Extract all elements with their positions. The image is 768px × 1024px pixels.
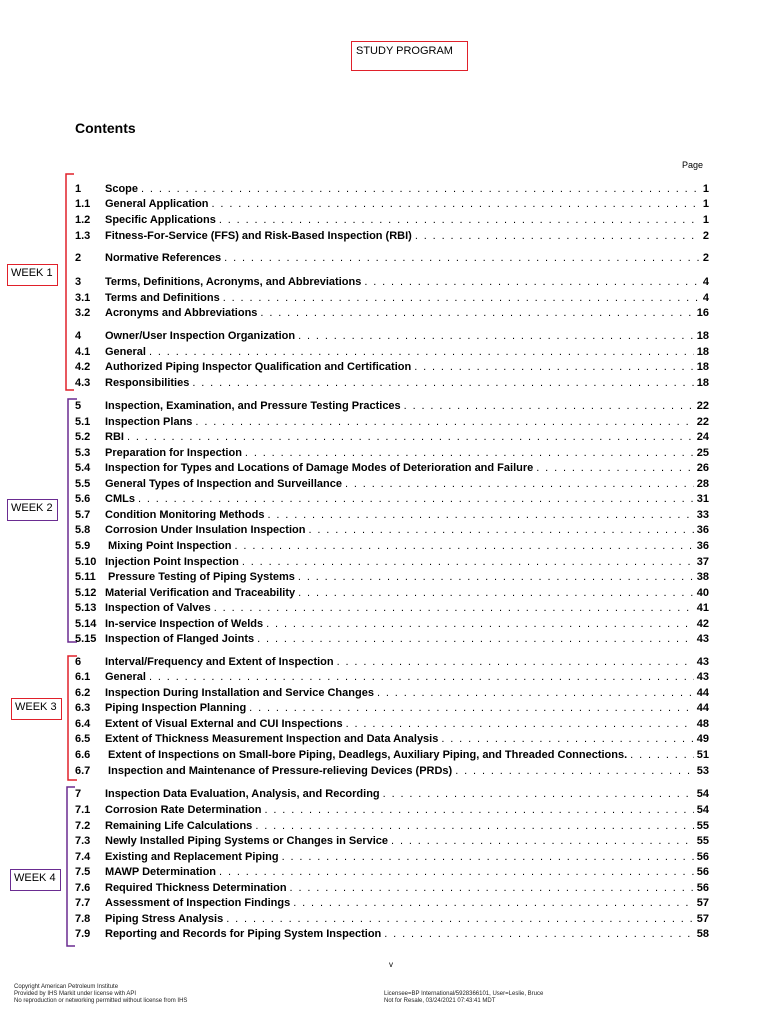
toc-entry[interactable] — [75, 749, 709, 764]
toc-entry[interactable] — [75, 198, 709, 213]
toc-page-number: 54 — [696, 788, 709, 800]
toc-section-title: Corrosion Rate Determination — [105, 804, 262, 816]
toc-leader-dots — [255, 820, 693, 832]
toc-section-title: RBI — [105, 431, 124, 443]
toc-section-number: 5.9 — [75, 540, 91, 552]
week1-label: WEEK 1 — [7, 264, 58, 286]
toc-section-title: MAWP Determination — [105, 866, 217, 878]
toc-page-number: 16 — [696, 307, 709, 319]
toc-leader-dots — [337, 656, 694, 668]
toc-section-title: Extent of Thickness Measurement Inspection and Data Analysis — [105, 733, 439, 745]
toc-page-number: 36 — [696, 540, 709, 552]
toc-section-title: Inspection, Examination, and Pressure Testing Practices — [105, 400, 401, 412]
toc-page-number: 42 — [696, 618, 709, 630]
toc-section-number: 5.12 — [75, 587, 97, 599]
toc-page-number: 31 — [696, 493, 709, 505]
toc-page-number: 22 — [696, 400, 709, 412]
toc-entry[interactable] — [75, 733, 709, 748]
toc-entry[interactable] — [75, 718, 709, 733]
toc-leader-dots — [293, 897, 694, 909]
toc-leader-dots — [224, 252, 700, 264]
toc-section-number: 5.11 — [75, 571, 96, 583]
toc-entry[interactable] — [75, 361, 709, 376]
toc-page-number: 40 — [696, 587, 709, 599]
toc-leader-dots — [630, 749, 694, 761]
toc-section-number: 7.2 — [75, 820, 91, 832]
toc-page-number: 43 — [696, 671, 709, 683]
toc-page-number: 2 — [702, 230, 709, 242]
toc-entry[interactable] — [75, 540, 709, 555]
week4-bracket — [67, 787, 75, 946]
toc-section-number: 7.8 — [75, 913, 91, 925]
toc-leader-dots — [282, 851, 694, 863]
toc-leader-dots — [260, 307, 693, 319]
toc-section-number: 5.1 — [75, 416, 91, 428]
toc-leader-dots — [414, 361, 694, 373]
toc-section-number: 1.1 — [75, 198, 91, 210]
toc-entry[interactable] — [75, 230, 709, 245]
toc-section-number: 7 — [75, 788, 82, 800]
toc-section-number: 5.14 — [75, 618, 97, 630]
toc-entry[interactable] — [75, 330, 709, 345]
toc-entry[interactable] — [75, 633, 709, 648]
toc-entry[interactable] — [75, 835, 709, 850]
toc-leader-dots — [346, 718, 694, 730]
toc-page-number: 49 — [696, 733, 709, 745]
toc-leader-dots — [298, 587, 694, 599]
toc-entry[interactable] — [75, 252, 709, 267]
toc-section-number: 6.4 — [75, 718, 91, 730]
toc-section-number: 5.4 — [75, 462, 91, 474]
toc-section-title: Inspection and Maintenance of Pressure-relieving Devices (PRDs) — [105, 765, 453, 777]
toc-entry[interactable] — [75, 214, 709, 229]
toc-entry[interactable] — [75, 687, 709, 702]
toc-leader-dots — [266, 618, 694, 630]
toc-page-number: 26 — [696, 462, 709, 474]
toc-entry[interactable] — [75, 346, 709, 361]
toc-entry[interactable] — [75, 377, 709, 392]
toc-leader-dots — [383, 788, 694, 800]
toc-section-title: In-service Inspection of Welds — [105, 618, 264, 630]
toc-page-number: 48 — [696, 718, 709, 730]
toc-page-number: 44 — [696, 702, 709, 714]
toc-section-number: 1.3 — [75, 230, 91, 242]
toc-leader-dots — [345, 478, 694, 490]
toc-section-title: Acronyms and Abbreviations — [105, 307, 258, 319]
toc-leader-dots — [308, 524, 693, 536]
toc-section-number: 6.1 — [75, 671, 91, 683]
toc-entry[interactable] — [75, 913, 709, 928]
toc-leader-dots — [149, 671, 694, 683]
toc-section-title: Remaining Life Calculations — [105, 820, 253, 832]
toc-section-number: 7.4 — [75, 851, 91, 863]
toc-page-number: 4 — [702, 276, 709, 288]
toc-section-title: Scope — [105, 183, 139, 195]
toc-page-number: 36 — [696, 524, 709, 536]
toc-leader-dots — [455, 765, 694, 777]
toc-leader-dots — [195, 416, 693, 428]
toc-section-number: 5.7 — [75, 509, 91, 521]
toc-entry[interactable] — [75, 524, 709, 539]
toc-section-title: Required Thickness Determination — [105, 882, 287, 894]
toc-page-number: 41 — [696, 602, 709, 614]
toc-entry[interactable] — [75, 276, 709, 291]
toc-section-title: CMLs — [105, 493, 135, 505]
toc-section-number: 4 — [75, 330, 82, 342]
toc-section-number: 3 — [75, 276, 82, 288]
toc-leader-dots — [298, 330, 694, 342]
toc-page-number: 57 — [696, 897, 709, 909]
toc-section-number: 6.2 — [75, 687, 91, 699]
toc-section-title: Terms and Definitions — [105, 292, 220, 304]
toc-entry[interactable] — [75, 897, 709, 912]
toc-section-number: 7.1 — [75, 804, 91, 816]
toc-entry[interactable] — [75, 183, 709, 198]
toc-section-title: Injection Point Inspection — [105, 556, 239, 568]
toc-page-number: 57 — [696, 913, 709, 925]
footer-license — [384, 991, 543, 1005]
toc-entry[interactable] — [75, 702, 709, 717]
toc-section-number: 6.6 — [75, 749, 91, 761]
toc-entry[interactable] — [75, 587, 709, 602]
toc-page-number: 43 — [696, 633, 709, 645]
toc-leader-dots — [242, 556, 694, 568]
toc-leader-dots — [391, 835, 694, 847]
toc-page-number: 33 — [696, 509, 709, 521]
toc-entry[interactable] — [75, 618, 709, 633]
toc-section-number: 5.5 — [75, 478, 91, 490]
toc-section-number: 2 — [75, 252, 82, 264]
toc-page-number: 1 — [702, 214, 709, 226]
toc-leader-dots — [192, 377, 693, 389]
toc-section-number: 7.3 — [75, 835, 91, 847]
toc-section-number: 5.13 — [75, 602, 97, 614]
toc-page-number: 43 — [696, 656, 709, 668]
toc-section-title: Terms, Definitions, Acronyms, and Abbreviations — [105, 276, 362, 288]
week4-label: WEEK 4 — [10, 869, 61, 891]
toc-page-number: 4 — [702, 292, 709, 304]
toc-entry[interactable] — [75, 820, 709, 835]
toc-leader-dots — [235, 540, 694, 552]
toc-entry[interactable] — [75, 400, 709, 415]
toc-section-title: Inspection of Flanged Joints — [105, 633, 255, 645]
toc-section-number: 1 — [75, 183, 82, 195]
toc-entry[interactable] — [75, 307, 709, 322]
toc-entry[interactable] — [75, 866, 709, 881]
toc-section-number: 7.6 — [75, 882, 91, 894]
toc-section-number: 5.6 — [75, 493, 91, 505]
toc-leader-dots — [298, 571, 694, 583]
toc-section-number: 1.2 — [75, 214, 91, 226]
toc-leader-dots — [384, 928, 693, 940]
toc-section-number: 5.8 — [75, 524, 91, 536]
toc-page-number: 54 — [696, 804, 709, 816]
toc-entry[interactable] — [75, 462, 709, 477]
toc-leader-dots — [141, 183, 700, 195]
toc-entry[interactable] — [75, 882, 709, 897]
toc-leader-dots — [138, 493, 694, 505]
toc-page-number: 53 — [696, 765, 709, 777]
week2-label: WEEK 2 — [7, 499, 58, 521]
toc-page-number: 55 — [696, 835, 709, 847]
toc-section-title: Responsibilities — [105, 377, 190, 389]
toc-leader-dots — [214, 602, 694, 614]
toc-section-title: General Types of Inspection and Surveillance — [105, 478, 342, 490]
toc-leader-dots — [257, 633, 694, 645]
toc-section-title: Reporting and Records for Piping System Inspection — [105, 928, 382, 940]
toc-page-number: 1 — [702, 198, 709, 210]
toc-section-title: Extent of Visual External and CUI Inspections — [105, 718, 343, 730]
toc-entry[interactable] — [75, 556, 709, 571]
week3-label: WEEK 3 — [11, 698, 62, 720]
page-column-label: Page — [682, 160, 704, 170]
toc-section-title: Piping Stress Analysis — [105, 913, 224, 925]
toc-section-number: 5.2 — [75, 431, 91, 443]
toc-page-number: 44 — [696, 687, 709, 699]
footer-left-line: Copyright American Petroleum Institute — [14, 984, 119, 990]
toc-section-number: 7.5 — [75, 866, 91, 878]
toc-entry[interactable] — [75, 571, 709, 586]
toc-leader-dots — [212, 198, 700, 210]
footer-left-line: No reproduction or networking permitted without license from IHS — [14, 998, 188, 1004]
toc-page-number: 2 — [702, 252, 709, 264]
toc-leader-dots — [226, 913, 694, 925]
week1-bracket — [66, 174, 74, 390]
toc-section-number: 6.7 — [75, 765, 91, 777]
toc-entry[interactable] — [75, 416, 709, 431]
toc-entry[interactable] — [75, 851, 709, 866]
toc-leader-dots — [404, 400, 694, 412]
toc-entry[interactable] — [75, 656, 709, 671]
toc-entry[interactable] — [75, 431, 709, 446]
toc-section-title: Material Verification and Traceability — [105, 587, 296, 599]
toc-entry[interactable] — [75, 292, 709, 307]
toc-leader-dots — [290, 882, 694, 894]
toc-section-number: 5.15 — [75, 633, 97, 645]
toc-section-title: Newly Installed Piping Systems or Changes in Service — [105, 835, 389, 847]
toc-page-number: 24 — [696, 431, 709, 443]
toc-section-title: Authorized Piping Inspector Qualification and Certification — [105, 361, 412, 373]
toc-page-number: 18 — [696, 361, 709, 373]
toc-leader-dots — [219, 866, 694, 878]
toc-section-title: Specific Applications — [105, 214, 216, 226]
toc-page-number: 38 — [696, 571, 709, 583]
toc-section-title: Pressure Testing of Piping Systems — [105, 571, 295, 583]
toc-page-number: 1 — [702, 183, 709, 195]
toc-entry[interactable] — [75, 788, 709, 803]
toc-entry[interactable] — [75, 447, 709, 462]
toc-page-number: 56 — [696, 866, 709, 878]
toc-leader-dots — [364, 276, 700, 288]
toc-leader-dots — [441, 733, 693, 745]
toc-page-number: 56 — [696, 882, 709, 894]
toc-section-title: Inspection for Types and Locations of Damage Modes of Deterioration and Failure — [105, 462, 534, 474]
toc-page-number: 37 — [696, 556, 709, 568]
toc-section-number: 4.3 — [75, 377, 91, 389]
toc-page-number: 56 — [696, 851, 709, 863]
toc-section-title: Existing and Replacement Piping — [105, 851, 279, 863]
toc-section-number: 4.2 — [75, 361, 91, 373]
toc-leader-dots — [377, 687, 694, 699]
toc-page-number: 58 — [696, 928, 709, 940]
toc-entry[interactable] — [75, 928, 709, 943]
toc-section-title: Fitness-For-Service (FFS) and Risk-Based Inspection (RBI) — [105, 230, 412, 242]
toc-section-title: Piping Inspection Planning — [105, 702, 247, 714]
toc-page-number: 25 — [696, 447, 709, 459]
toc-section-title: Inspection During Installation and Service Changes — [105, 687, 374, 699]
footer-right-line: Not for Resale, 03/24/2021 07:43:41 MDT — [384, 998, 496, 1004]
toc-leader-dots — [219, 214, 700, 226]
toc-entry[interactable] — [75, 804, 709, 819]
toc-section-number: 5.10 — [75, 556, 97, 568]
toc-section-title: Inspection of Valves — [105, 602, 211, 614]
toc-section-number: 6.5 — [75, 733, 91, 745]
toc-section-title: General — [105, 671, 146, 683]
toc-leader-dots — [536, 462, 694, 474]
toc-leader-dots — [249, 702, 694, 714]
toc-section-number: 7.7 — [75, 897, 91, 909]
toc-section-title: Normative References — [105, 252, 222, 264]
toc-section-title: Assessment of Inspection Findings — [105, 897, 291, 909]
toc-page-number: 51 — [696, 749, 709, 761]
toc-section-title: Owner/User Inspection Organization — [105, 330, 296, 342]
toc-entry[interactable] — [75, 478, 709, 493]
toc-leader-dots — [267, 509, 693, 521]
toc-leader-dots — [149, 346, 694, 358]
page-number: v — [389, 960, 393, 969]
toc-leader-dots — [264, 804, 693, 816]
toc-section-number: 3.2 — [75, 307, 91, 319]
toc-page-number: 28 — [696, 478, 709, 490]
toc-page-number: 55 — [696, 820, 709, 832]
toc-section-title: Condition Monitoring Methods — [105, 509, 265, 521]
toc-section-number: 6 — [75, 656, 82, 668]
toc-section-title: Mixing Point Inspection — [105, 540, 232, 552]
toc-section-title: Extent of Inspections on Small-bore Piping, Deadlegs, Auxiliary Piping, and Threaded Connections. — [105, 749, 628, 761]
toc-entry[interactable] — [75, 509, 709, 524]
toc-leader-dots — [127, 431, 694, 443]
toc-section-number: 7.9 — [75, 928, 91, 940]
footer-right-line: Licensee=BP International/5928366101, User=Leslie, Bruce — [384, 991, 544, 997]
footer-left-line: Provided by IHS Markit under license with API — [14, 991, 137, 997]
toc-section-title: General Application — [105, 198, 209, 210]
toc-section-number: 5 — [75, 400, 82, 412]
toc-leader-dots — [415, 230, 700, 242]
toc-section-title: Interval/Frequency and Extent of Inspection — [105, 656, 334, 668]
toc-entry[interactable] — [75, 493, 709, 508]
footer-copyright — [14, 984, 187, 1005]
toc-section-title: Corrosion Under Insulation Inspection — [105, 524, 306, 536]
toc-entry[interactable] — [75, 765, 709, 780]
toc-leader-dots — [223, 292, 700, 304]
toc-section-number: 4.1 — [75, 346, 91, 358]
toc-section-number: 3.1 — [75, 292, 91, 304]
toc-section-title: Inspection Plans — [105, 416, 193, 428]
toc-page-number: 18 — [696, 377, 709, 389]
toc-section-title: Inspection Data Evaluation, Analysis, and Recording — [105, 788, 380, 800]
toc-page-number: 18 — [696, 346, 709, 358]
toc-entry[interactable] — [75, 671, 709, 686]
toc-section-title: Preparation for Inspection — [105, 447, 242, 459]
study-program-label: STUDY PROGRAM — [356, 45, 453, 57]
toc-section-title: General — [105, 346, 146, 358]
toc-leader-dots — [245, 447, 694, 459]
toc-entry[interactable] — [75, 602, 709, 617]
toc-section-number: 5.3 — [75, 447, 91, 459]
toc-section-number: 6.3 — [75, 702, 91, 714]
contents-heading: Contents — [75, 120, 136, 136]
toc-page-number: 22 — [696, 416, 709, 428]
toc-page-number: 18 — [696, 330, 709, 342]
